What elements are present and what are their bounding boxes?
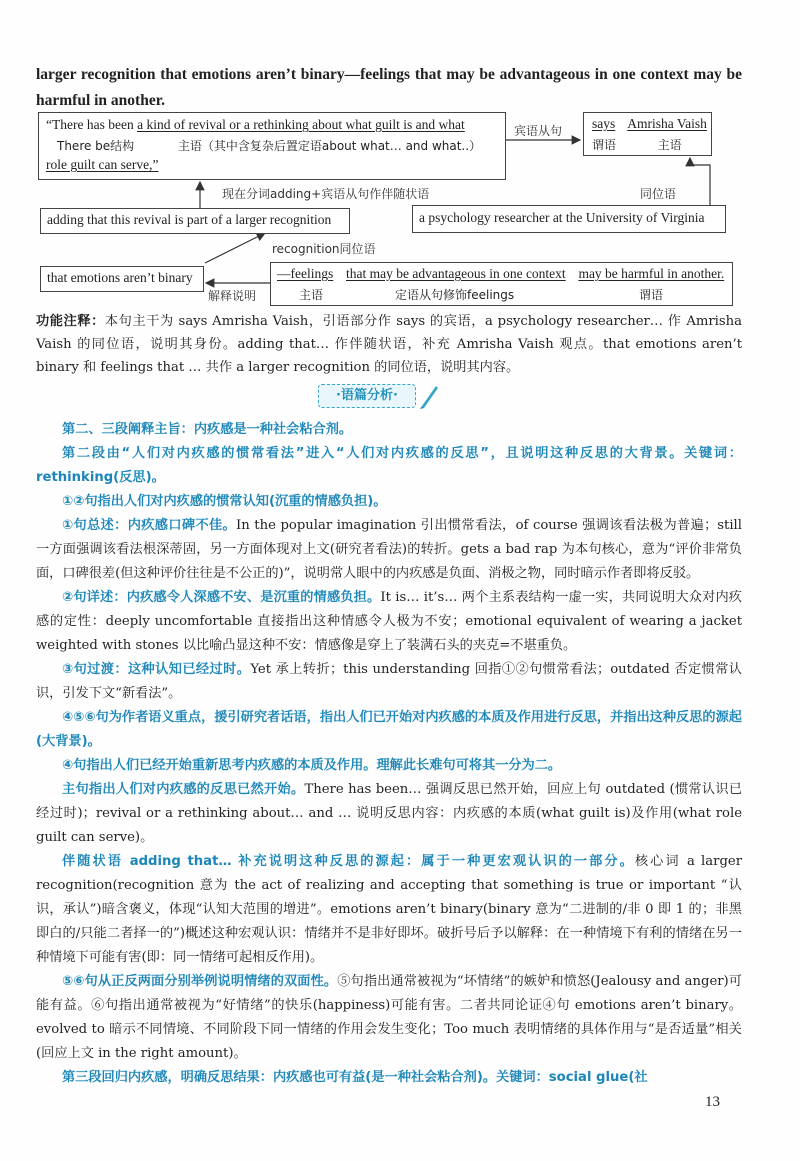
label-feelings-clause: 定语从句修饰feelings xyxy=(395,288,515,302)
says-box xyxy=(583,112,712,156)
para-5: ②句详述：内疚感令人深感不安、是沉重的情感负担。It is… it’s… 两个主系表结构一虚一实，共同说明大众对内疚感的定性：deeply uncomfortable 直接指出这种情感令人极为不安；emotional equivalent of wearing a jacket weighted with stones 以比喻凸显这种不安：情感像是穿上了装满石头的夹克=不堪重负。 xyxy=(36,590,742,653)
function-note xyxy=(36,310,742,379)
adding-text: adding that this revival is part of a larger recognition xyxy=(47,212,332,227)
says-verb: says xyxy=(592,116,616,131)
feelings-predicate: may be harmful in another. xyxy=(578,266,725,281)
para-1: 第二、三段阐释主旨：内疚感是一种社会粘合剂。 xyxy=(62,422,353,437)
quote-subject-phrase: a kind of revival or a rethinking about what guilt is and what xyxy=(137,117,465,132)
para-7: ④⑤⑥句为作者语义重点，援引研究者话语，指出人们已开始对内疚感的本质及作用进行反思，并指出这种反思的源起(大背景)。 xyxy=(36,710,742,749)
label-predicate: 谓语 xyxy=(592,138,617,152)
para-10: 伴随状语 adding that… 补充说明这种反思的源起：属于一种更宏观认识的一部分。核心词 a larger recognition(recognition 意为 the act of realizing and accepting that something is true or important “认识，承认”)暗含褒义，体现“认知大范围的增进”。emotions aren’t binary(binary 意为“二进制的/非 0 即 1 的；非黑即白的/只能二者择一的”)概述这种宏观认识：情绪并不是非好即坏。破折号后予以解释：在一种情境下有利的情绪在另一种情境下可能有害(即：同一情绪可起相反作用)。 xyxy=(36,854,742,965)
quote-there-has-been: “There has been xyxy=(46,117,134,132)
function-note-text: 本句主干为 says Amrisha Vaish，引语部分作 says 的宾语，a psychology researcher… 作 Amrisha Vaish 的同位语，说明其身份。adding that… 作伴随状语，补充 Amrisha Vaish 观点。that emotions aren’t binary 和 feelings that … 共作 a larger recognition 的同位语，说明其内容。 xyxy=(36,314,743,375)
label-appositive: 同位语 xyxy=(640,187,677,201)
quote-box xyxy=(38,112,506,180)
label-feelings-predicate: 谓语 xyxy=(639,288,664,302)
section-tag xyxy=(318,382,438,410)
para-2: 第二段由“人们对内疚感的惯常看法”进入“人们对内疚感的反思”，且说明这种反思的大背景。关键词：rethinking(反思)。 xyxy=(36,446,742,485)
label-feelings-subject: 主语 xyxy=(299,288,324,302)
label-object-clause: 宾语从句 xyxy=(514,124,563,138)
label-subject-note: 主语（其中含复杂后置定语about what… and what..） xyxy=(177,139,482,153)
says-name: Amrisha Vaish xyxy=(627,116,707,131)
emotions-box xyxy=(40,266,204,292)
label-there-be: There be结构 xyxy=(57,139,135,153)
emotions-text: that emotions aren’t binary xyxy=(47,270,193,285)
para-3: ①②句指出人们对内疚感的惯常认知(沉重的情感负担)。 xyxy=(62,494,387,509)
feelings-subject: —feelings xyxy=(277,266,334,281)
para-11: ⑤⑥句从正反两面分别举例说明情绪的双面性。⑤句指出通常被视为“坏情绪”的嫉妒和愤怒(Jealousy and anger)可能有益。⑥句指出通常被视为“好情绪”的快乐(happiness)可能有害。二者共同论证④句 emotions aren’t binary。evolved to 暗示不同情境、不同阶段下同一情绪的作用会发生变化；Too much 表明情绪的具体作用与“是否适量”相关(回应上文 in the right amount)。 xyxy=(36,974,742,1061)
psych-box xyxy=(412,205,726,233)
intro-text: larger recognition that emotions aren’t binary—feelings that may be advantageous in one context may be harmful in another. xyxy=(36,66,742,109)
adding-box xyxy=(40,208,350,234)
quote-line3: role guilt can serve,” xyxy=(46,157,159,172)
pen-icon xyxy=(418,382,440,410)
psych-text: a psychology researcher at the University of Virginia xyxy=(419,210,705,225)
label-recognition-appositive: recognition同位语 xyxy=(272,242,376,256)
label-explain: 解释说明 xyxy=(208,289,257,303)
page-number: 13 xyxy=(705,1094,720,1110)
para-8: ④句指出人们已经开始重新思考内疚感的本质及作用。理解此长难句可将其一分为二。 xyxy=(62,758,562,773)
section-tag-label: ·语篇分析· xyxy=(318,384,416,408)
label-participle: 现在分词adding+宾语从句作伴随状语 xyxy=(222,187,430,201)
para-12: 第三段回归内疚感，明确反思结果：内疚感也可有益(是一种社会粘合剂)。关键词：social glue(社 xyxy=(62,1070,648,1085)
function-note-label: 功能注释： xyxy=(36,314,105,329)
label-subject: 主语 xyxy=(657,138,682,152)
feelings-clause: that may be advantageous in one context xyxy=(346,266,566,281)
para-9: 主句指出人们对内疚感的反思已然开始。There has been… 强调反思已然开始，回应上句 outdated (惯常认识已经过时)；revival or a rethinking about… and … 说明反思内容：内疚感的本质(what guilt is)及作用(what role guilt can serve)。 xyxy=(36,782,743,845)
analysis-body xyxy=(36,418,742,1090)
feelings-box xyxy=(270,262,733,306)
para-6: ③句过渡：这种认知已经过时。Yet 承上转折；this understanding 回指①②句惯常看法；outdated 否定惯常认识，引发下文“新看法”。 xyxy=(36,662,742,701)
para-4: ①句总述：内疚感口碑不佳。In the popular imagination 引出惯常看法，of course 强调该看法极为普遍；still 一方面强调该看法根深蒂固，另一方面体现对上文(研究者看法)的转折。gets a bad rap 为本句核心，意为“评价非常负面，口碑很差(但这种评价往往是不公正的)”，说明常人眼中的内疚感是负面、消极之物，同时暗示作者即将反驳。 xyxy=(36,518,742,581)
